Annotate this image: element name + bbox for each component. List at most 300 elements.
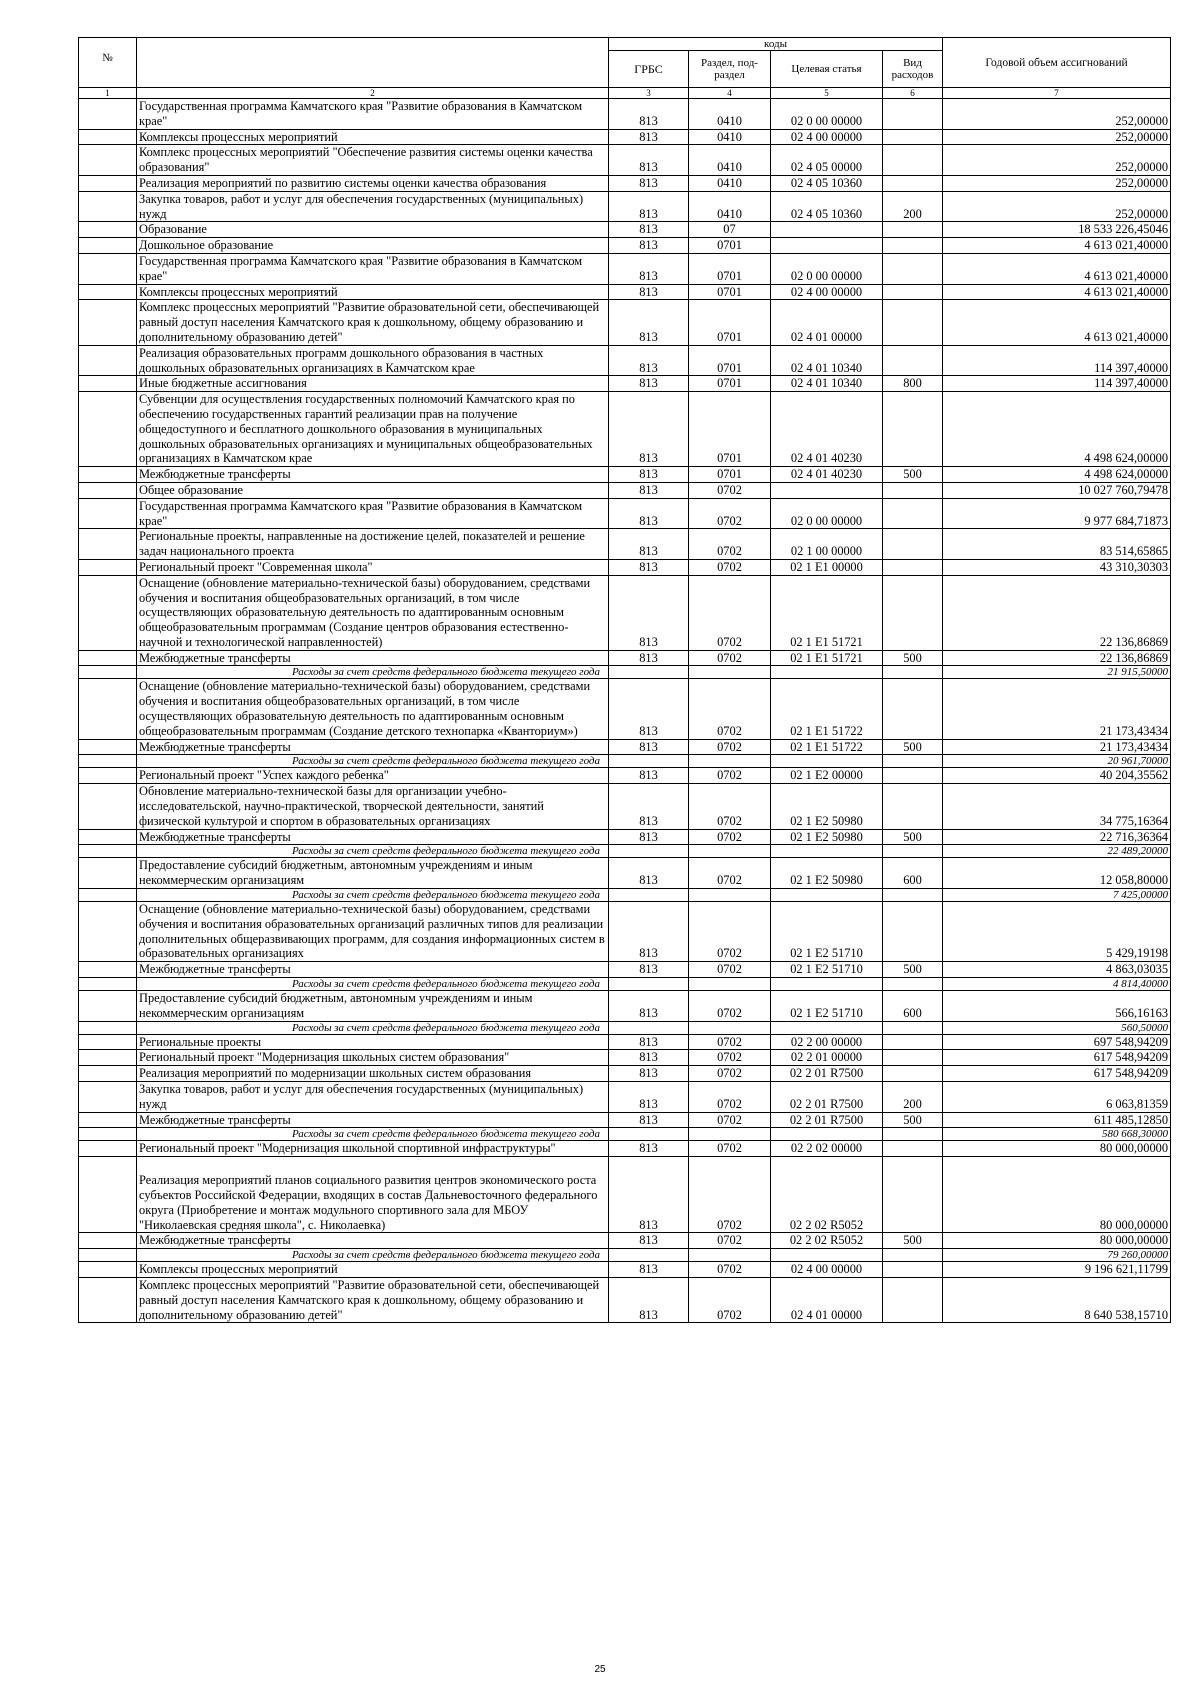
cell-razdel: 0702: [689, 784, 771, 829]
cell-sum: 560,50000: [943, 1021, 1171, 1034]
cell-name: Комплекс процессных мероприятий "Развитие образовательной сети, обеспечивающей равный доступ населения Камчатского края к дошкольному, общему образованию и дополнительному образованию детей": [137, 1277, 609, 1322]
cell-grbs: 813: [609, 902, 689, 962]
cell-vid: [883, 1157, 943, 1233]
cell-no: [79, 962, 137, 978]
cell-name: Межбюджетные трансферты: [137, 739, 609, 755]
cell-celevaya: [771, 889, 883, 902]
cell-sum: 40 204,35562: [943, 768, 1171, 784]
cell-name: Субвенции для осуществления государственных полномочий Камчатского края по обеспечению государственных гарантий реализации прав на получение общедоступного и бесплатного дошкольного образования в муниципальных дошкольных образовательных организациях и муниципальных общеобразовательных организациях в Камчатском крае: [137, 392, 609, 467]
cell-celevaya: [771, 666, 883, 679]
cell-name: Расходы за счет средств федерального бюджета текущего года: [137, 666, 609, 679]
cell-celevaya: 02 2 02 R5052: [771, 1233, 883, 1249]
cell-vid: [883, 498, 943, 529]
cell-no: [79, 529, 137, 560]
cell-grbs: 813: [609, 145, 689, 176]
cell-vid: [883, 222, 943, 238]
header-codes: коды: [609, 38, 943, 51]
cell-no: [79, 1112, 137, 1128]
cell-name: Реализация мероприятий по модернизации школьных систем образования: [137, 1066, 609, 1082]
table-body: [79, 99, 1171, 1323]
cell-sum: 4 613 021,40000: [943, 238, 1171, 254]
cell-razdel: 0410: [689, 191, 771, 222]
cell-celevaya: [771, 1249, 883, 1262]
cell-vid: 500: [883, 962, 943, 978]
cell-vid: [883, 1128, 943, 1141]
cell-celevaya: 02 2 01 R7500: [771, 1082, 883, 1113]
table-row: [79, 175, 1171, 191]
cell-no: [79, 222, 137, 238]
cell-celevaya: 02 4 01 10340: [771, 376, 883, 392]
cell-no: [79, 768, 137, 784]
table-row: [79, 191, 1171, 222]
cell-celevaya: 02 0 00 00000: [771, 253, 883, 284]
cell-grbs: 813: [609, 1141, 689, 1157]
cell-razdel: [689, 666, 771, 679]
cell-grbs: 813: [609, 175, 689, 191]
cell-grbs: [609, 1249, 689, 1262]
cell-grbs: [609, 755, 689, 768]
cell-celevaya: 02 1 Е2 50980: [771, 784, 883, 829]
cell-vid: [883, 145, 943, 176]
cell-celevaya: [771, 845, 883, 858]
cell-grbs: 813: [609, 129, 689, 145]
cell-vid: [883, 1050, 943, 1066]
cell-name: Региональный проект "Модернизация школьной спортивной инфраструктуры": [137, 1141, 609, 1157]
cell-vid: [883, 482, 943, 498]
cell-celevaya: 02 1 Е2 50980: [771, 858, 883, 889]
cell-celevaya: 02 2 01 00000: [771, 1050, 883, 1066]
cell-name: Реализация мероприятий планов социального развития центров экономического роста субъектов Российской Федерации, входящих в состав Дальневосточного федерального округа (Приобретение и монтаж модульного спортивного зала для МБОУ "Николаевская средняя школа", с. Николаевка): [137, 1157, 609, 1233]
cell-grbs: 813: [609, 1157, 689, 1233]
table-row: [79, 498, 1171, 529]
cell-sum: 9 196 621,11799: [943, 1262, 1171, 1278]
cell-sum: 6 063,81359: [943, 1082, 1171, 1113]
cell-grbs: 813: [609, 284, 689, 300]
cell-vid: 600: [883, 858, 943, 889]
cell-no: [79, 191, 137, 222]
cell-name: Закупка товаров, работ и услуг для обеспечения государственных (муниципальных) нужд: [137, 1082, 609, 1113]
cell-celevaya: 02 4 01 10340: [771, 345, 883, 376]
cell-name: Комплексы процессных мероприятий: [137, 284, 609, 300]
cell-razdel: 0701: [689, 284, 771, 300]
cell-name: Оснащение (обновление материально-технической базы) оборудованием, средствами обучения и воспитания общеобразовательных организаций, в том числе осуществляющих образовательную деятельность по адаптированным основным общеобразовательным программам (Создание центров образования естественно-научной и технологической направленностей): [137, 575, 609, 650]
cell-no: [79, 1128, 137, 1141]
cell-celevaya: [771, 222, 883, 238]
cell-vid: 800: [883, 376, 943, 392]
cell-no: [79, 755, 137, 768]
cell-sum: 617 548,94209: [943, 1050, 1171, 1066]
cell-vid: 500: [883, 829, 943, 845]
cell-sum: 611 485,12850: [943, 1112, 1171, 1128]
cell-grbs: [609, 1128, 689, 1141]
cell-sum: 252,00000: [943, 145, 1171, 176]
cell-celevaya: 02 1 Е1 51722: [771, 679, 883, 739]
table-row: [79, 991, 1171, 1022]
cell-vid: [883, 768, 943, 784]
colnum-6: 6: [883, 88, 943, 99]
cell-grbs: 813: [609, 253, 689, 284]
colnum-4: 4: [689, 88, 771, 99]
cell-vid: 200: [883, 191, 943, 222]
cell-razdel: 0702: [689, 902, 771, 962]
cell-vid: [883, 300, 943, 345]
cell-celevaya: 02 1 Е2 51710: [771, 962, 883, 978]
cell-grbs: 813: [609, 376, 689, 392]
cell-name: Иные бюджетные ассигнования: [137, 376, 609, 392]
cell-no: [79, 1277, 137, 1322]
cell-razdel: 0701: [689, 467, 771, 483]
cell-sum: 21 173,43434: [943, 739, 1171, 755]
cell-vid: [883, 345, 943, 376]
cell-vid: [883, 1021, 943, 1034]
cell-celevaya: 02 4 00 00000: [771, 284, 883, 300]
header-celevaya: Целевая статья: [771, 51, 883, 88]
table-row: [79, 1157, 1171, 1233]
table-row: [79, 559, 1171, 575]
cell-no: [79, 650, 137, 666]
cell-celevaya: 02 0 00 00000: [771, 498, 883, 529]
cell-vid: [883, 666, 943, 679]
cell-name: Образование: [137, 222, 609, 238]
cell-razdel: [689, 889, 771, 902]
cell-vid: [883, 1277, 943, 1322]
cell-vid: [883, 1262, 943, 1278]
cell-name: Межбюджетные трансферты: [137, 1233, 609, 1249]
cell-sum: 80 000,00000: [943, 1233, 1171, 1249]
table-row: [79, 376, 1171, 392]
cell-sum: 18 533 226,45046: [943, 222, 1171, 238]
cell-no: [79, 978, 137, 991]
table-row: [79, 858, 1171, 889]
cell-celevaya: 02 2 02 00000: [771, 1141, 883, 1157]
cell-razdel: 0701: [689, 300, 771, 345]
cell-name: Государственная программа Камчатского края "Развитие образования в Камчатском крае": [137, 253, 609, 284]
cell-razdel: 0410: [689, 129, 771, 145]
cell-celevaya: 02 4 00 00000: [771, 129, 883, 145]
cell-grbs: 813: [609, 1066, 689, 1082]
table-row: [79, 679, 1171, 739]
table-row: [79, 962, 1171, 978]
cell-no: [79, 1233, 137, 1249]
cell-razdel: 0702: [689, 1050, 771, 1066]
table-row: [79, 145, 1171, 176]
cell-grbs: 813: [609, 529, 689, 560]
cell-razdel: [689, 845, 771, 858]
cell-sum: 252,00000: [943, 191, 1171, 222]
cell-name: Региональный проект "Модернизация школьных систем образования": [137, 1050, 609, 1066]
cell-razdel: 0702: [689, 1066, 771, 1082]
cell-grbs: 813: [609, 300, 689, 345]
cell-vid: [883, 175, 943, 191]
cell-razdel: 0410: [689, 145, 771, 176]
table-row: [79, 1066, 1171, 1082]
cell-razdel: 0702: [689, 559, 771, 575]
cell-celevaya: 02 1 Е1 51722: [771, 739, 883, 755]
cell-name: Расходы за счет средств федерального бюджета текущего года: [137, 1249, 609, 1262]
cell-sum: 10 027 760,79478: [943, 482, 1171, 498]
table-row: [79, 575, 1171, 650]
cell-no: [79, 498, 137, 529]
cell-sum: 566,16163: [943, 991, 1171, 1022]
cell-razdel: 0702: [689, 858, 771, 889]
cell-sum: 697 548,94209: [943, 1034, 1171, 1050]
cell-razdel: 0702: [689, 1112, 771, 1128]
cell-grbs: 813: [609, 829, 689, 845]
cell-vid: 500: [883, 650, 943, 666]
header-grbs: ГРБС: [609, 51, 689, 88]
table-row: [79, 902, 1171, 962]
cell-sum: 80 000,00000: [943, 1141, 1171, 1157]
cell-sum: 580 668,30000: [943, 1128, 1171, 1141]
cell-no: [79, 1249, 137, 1262]
cell-sum: 83 514,65865: [943, 529, 1171, 560]
cell-grbs: 813: [609, 1112, 689, 1128]
cell-sum: 20 961,70000: [943, 755, 1171, 768]
cell-razdel: 0702: [689, 768, 771, 784]
table-row-federal: [79, 666, 1171, 679]
cell-no: [79, 858, 137, 889]
cell-grbs: 813: [609, 784, 689, 829]
table-row: [79, 467, 1171, 483]
table-row: [79, 345, 1171, 376]
table-row-federal: [79, 978, 1171, 991]
cell-no: [79, 666, 137, 679]
cell-no: [79, 482, 137, 498]
cell-vid: [883, 1066, 943, 1082]
cell-celevaya: [771, 482, 883, 498]
cell-razdel: 0702: [689, 829, 771, 845]
cell-name: Региональный проект "Современная школа": [137, 559, 609, 575]
cell-vid: [883, 978, 943, 991]
cell-sum: 22 716,36364: [943, 829, 1171, 845]
cell-razdel: 0702: [689, 1157, 771, 1233]
table-row: [79, 1262, 1171, 1278]
cell-celevaya: 02 1 Е2 00000: [771, 768, 883, 784]
cell-vid: [883, 392, 943, 467]
cell-grbs: 813: [609, 1233, 689, 1249]
cell-sum: 12 058,80000: [943, 858, 1171, 889]
cell-no: [79, 679, 137, 739]
cell-celevaya: [771, 755, 883, 768]
cell-name: Комплекс процессных мероприятий "Развитие образовательной сети, обеспечивающей равный доступ населения Камчатского края к дошкольному, общему образованию и дополнительному образованию детей": [137, 300, 609, 345]
table-row: [79, 129, 1171, 145]
cell-vid: 600: [883, 991, 943, 1022]
cell-no: [79, 253, 137, 284]
cell-no: [79, 1066, 137, 1082]
header-name: [137, 38, 609, 88]
cell-razdel: 0701: [689, 253, 771, 284]
cell-no: [79, 1021, 137, 1034]
cell-no: [79, 1157, 137, 1233]
cell-grbs: 813: [609, 650, 689, 666]
cell-name: Комплексы процессных мероприятий: [137, 1262, 609, 1278]
cell-grbs: 813: [609, 1082, 689, 1113]
table-row: [79, 99, 1171, 130]
cell-grbs: [609, 889, 689, 902]
table-row-federal: [79, 1021, 1171, 1034]
cell-celevaya: 02 4 05 10360: [771, 175, 883, 191]
cell-razdel: 0702: [689, 498, 771, 529]
cell-grbs: 813: [609, 498, 689, 529]
cell-name: Межбюджетные трансферты: [137, 962, 609, 978]
cell-name: Реализация мероприятий по развитию системы оценки качества образования: [137, 175, 609, 191]
cell-name: Межбюджетные трансферты: [137, 650, 609, 666]
cell-razdel: 0702: [689, 650, 771, 666]
cell-celevaya: 02 4 05 00000: [771, 145, 883, 176]
cell-sum: 4 613 021,40000: [943, 253, 1171, 284]
cell-no: [79, 145, 137, 176]
cell-sum: 21 173,43434: [943, 679, 1171, 739]
cell-sum: 9 977 684,71873: [943, 498, 1171, 529]
cell-name: Оснащение (обновление материально-технической базы) оборудованием, средствами обучения и воспитания образовательных организаций различных типов для реализации дополнительных общеразвивающих программ, для создания информационных систем в образовательных организациях: [137, 902, 609, 962]
cell-sum: 79 260,00000: [943, 1249, 1171, 1262]
cell-no: [79, 559, 137, 575]
cell-razdel: 0702: [689, 739, 771, 755]
cell-razdel: 0410: [689, 99, 771, 130]
cell-sum: 43 310,30303: [943, 559, 1171, 575]
cell-no: [79, 784, 137, 829]
table-row: [79, 1233, 1171, 1249]
cell-no: [79, 345, 137, 376]
cell-celevaya: 02 1 Е1 51721: [771, 650, 883, 666]
cell-vid: [883, 679, 943, 739]
cell-razdel: 0701: [689, 376, 771, 392]
table-row: [79, 392, 1171, 467]
cell-name: Расходы за счет средств федерального бюджета текущего года: [137, 755, 609, 768]
cell-razdel: 0702: [689, 962, 771, 978]
table-row: [79, 1082, 1171, 1113]
cell-celevaya: 02 1 Е2 50980: [771, 829, 883, 845]
cell-sum: 617 548,94209: [943, 1066, 1171, 1082]
cell-vid: [883, 755, 943, 768]
cell-name: Оснащение (обновление материально-технической базы) оборудованием, средствами обучения и воспитания общеобразовательных организаций, в том числе осуществляющих образовательную деятельность по адаптированным основным общеобразовательным программам (Создание детского технопарка «Кванториум»): [137, 679, 609, 739]
cell-grbs: [609, 666, 689, 679]
cell-grbs: 813: [609, 345, 689, 376]
cell-razdel: 0702: [689, 991, 771, 1022]
cell-grbs: 813: [609, 99, 689, 130]
cell-grbs: 813: [609, 559, 689, 575]
budget-table: [78, 37, 1171, 1323]
table-row-federal: [79, 755, 1171, 768]
table-row-federal: [79, 1128, 1171, 1141]
cell-name: Комплексы процессных мероприятий: [137, 129, 609, 145]
cell-vid: 500: [883, 1112, 943, 1128]
cell-name: Межбюджетные трансферты: [137, 1112, 609, 1128]
cell-name: Государственная программа Камчатского края "Развитие образования в Камчатском крае": [137, 498, 609, 529]
cell-celevaya: 02 4 00 00000: [771, 1262, 883, 1278]
cell-no: [79, 238, 137, 254]
table-row: [79, 1141, 1171, 1157]
table-row: [79, 1034, 1171, 1050]
cell-name: Закупка товаров, работ и услуг для обеспечения государственных (муниципальных) нужд: [137, 191, 609, 222]
cell-sum: 21 915,50000: [943, 666, 1171, 679]
table-row: [79, 482, 1171, 498]
cell-celevaya: 02 4 01 40230: [771, 392, 883, 467]
cell-razdel: 0701: [689, 392, 771, 467]
cell-celevaya: [771, 238, 883, 254]
cell-grbs: [609, 1021, 689, 1034]
cell-grbs: 813: [609, 962, 689, 978]
cell-sum: 22 136,86869: [943, 650, 1171, 666]
cell-no: [79, 575, 137, 650]
cell-celevaya: [771, 1021, 883, 1034]
cell-name: Предоставление субсидий бюджетным, автономным учреждениям и иным некоммерческим организациям: [137, 858, 609, 889]
header-volume: Годовой объем ассигнований: [943, 38, 1171, 88]
cell-name: Общее образование: [137, 482, 609, 498]
cell-name: Комплекс процессных мероприятий "Обеспечение развития системы оценки качества образования": [137, 145, 609, 176]
cell-vid: 500: [883, 467, 943, 483]
cell-no: [79, 376, 137, 392]
cell-no: [79, 845, 137, 858]
cell-razdel: 0702: [689, 1082, 771, 1113]
cell-razdel: 0702: [689, 1233, 771, 1249]
cell-name: Государственная программа Камчатского края "Развитие образования в Камчатском крае": [137, 99, 609, 130]
cell-sum: 5 429,19198: [943, 902, 1171, 962]
cell-razdel: 0702: [689, 1141, 771, 1157]
cell-celevaya: 02 4 01 40230: [771, 467, 883, 483]
cell-sum: 4 814,40000: [943, 978, 1171, 991]
cell-no: [79, 467, 137, 483]
cell-name: Дошкольное образование: [137, 238, 609, 254]
cell-no: [79, 739, 137, 755]
table-row-federal: [79, 1249, 1171, 1262]
table-row-federal: [79, 889, 1171, 902]
cell-celevaya: 02 1 Е1 51721: [771, 575, 883, 650]
cell-grbs: 813: [609, 392, 689, 467]
header-vid: Вид расходов: [883, 51, 943, 88]
cell-celevaya: 02 4 01 00000: [771, 1277, 883, 1322]
cell-vid: [883, 129, 943, 145]
cell-vid: [883, 845, 943, 858]
page-number: 25: [594, 1664, 606, 1675]
cell-no: [79, 129, 137, 145]
cell-name: Расходы за счет средств федерального бюджета текущего года: [137, 889, 609, 902]
cell-name: Расходы за счет средств федерального бюджета текущего года: [137, 978, 609, 991]
table-row-federal: [79, 845, 1171, 858]
colnum-5: 5: [771, 88, 883, 99]
cell-sum: 22 489,20000: [943, 845, 1171, 858]
cell-grbs: 813: [609, 467, 689, 483]
cell-razdel: 0702: [689, 575, 771, 650]
cell-grbs: 813: [609, 238, 689, 254]
cell-vid: 500: [883, 1233, 943, 1249]
cell-grbs: 813: [609, 1262, 689, 1278]
cell-grbs: 813: [609, 858, 689, 889]
cell-grbs: 813: [609, 222, 689, 238]
cell-celevaya: 02 4 05 10360: [771, 191, 883, 222]
cell-razdel: 0702: [689, 1277, 771, 1322]
cell-grbs: 813: [609, 768, 689, 784]
cell-razdel: 0702: [689, 1034, 771, 1050]
cell-no: [79, 392, 137, 467]
cell-grbs: 813: [609, 191, 689, 222]
cell-no: [79, 1262, 137, 1278]
cell-celevaya: 02 4 01 00000: [771, 300, 883, 345]
document-page: [78, 37, 1170, 1323]
cell-grbs: 813: [609, 482, 689, 498]
cell-razdel: 0702: [689, 482, 771, 498]
cell-razdel: [689, 978, 771, 991]
cell-grbs: 813: [609, 739, 689, 755]
cell-sum: 34 775,16364: [943, 784, 1171, 829]
cell-sum: 114 397,40000: [943, 345, 1171, 376]
colnum-2: 2: [137, 88, 609, 99]
cell-sum: 22 136,86869: [943, 575, 1171, 650]
cell-sum: 4 498 624,00000: [943, 467, 1171, 483]
cell-vid: [883, 253, 943, 284]
cell-vid: [883, 784, 943, 829]
cell-no: [79, 99, 137, 130]
